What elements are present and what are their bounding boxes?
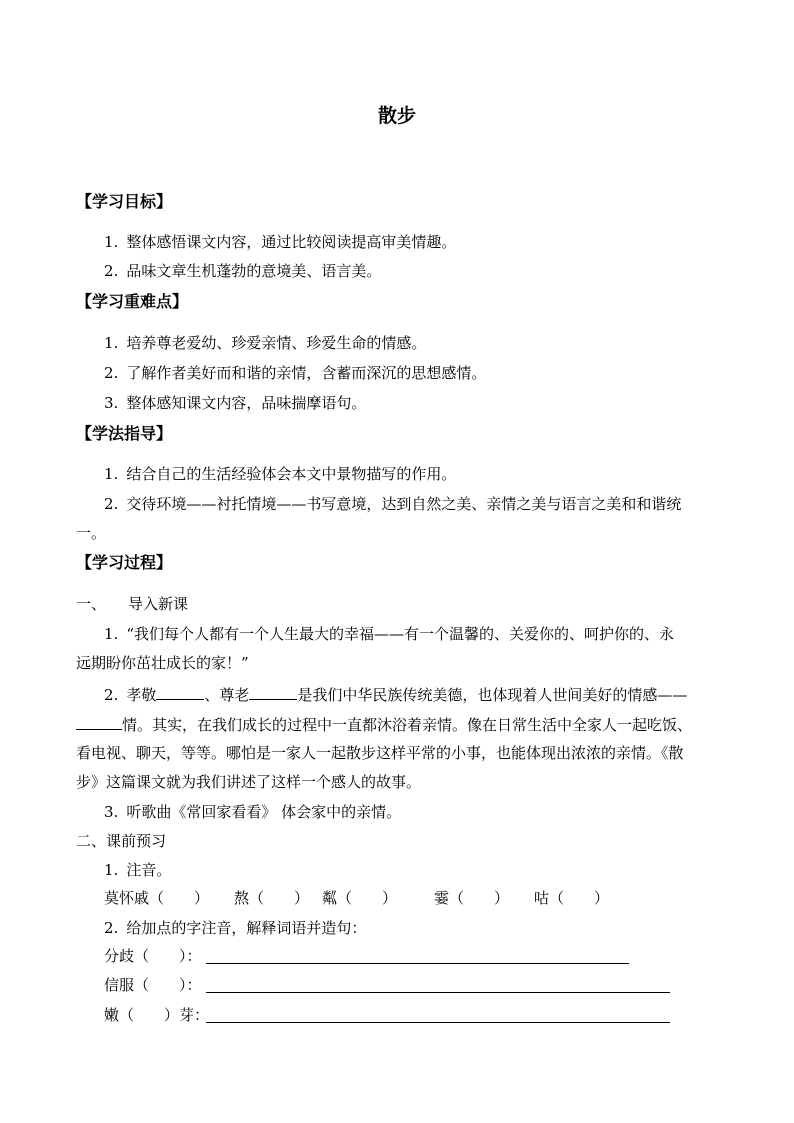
item-text: 结合自己的生活经验体会本文中景物描写的作用。: [126, 465, 457, 483]
item-text: 了解作者美好而和谐的亲情，含蓄而深沉的思想感情。: [126, 364, 487, 382]
item-text: 整体感悟课文内容，通过比较阅读提高审美情趣。: [126, 233, 457, 251]
item-number: 3.: [104, 803, 119, 821]
section-heading-method: 【学法指导】: [76, 424, 173, 443]
pinyin-item[interactable]: 粼（ ）: [322, 889, 398, 907]
list-item: [104, 333, 426, 353]
pinyin-item[interactable]: 莫怀戚（ ）: [104, 889, 210, 907]
section-heading-keypoints: 【学习重难点】: [76, 292, 189, 311]
part-heading: 二、课前预习: [76, 832, 167, 850]
section-heading-process: 【学习过程】: [76, 553, 173, 572]
item-number: 1.: [104, 334, 119, 352]
item-number: 2.: [104, 495, 119, 513]
fill-blank[interactable]: [156, 683, 204, 700]
word-label: 嫩（ ）芽：: [104, 1006, 210, 1024]
list-item: [104, 261, 381, 281]
pinyin-item[interactable]: 熬（ ）: [234, 889, 310, 907]
item-number: 2.: [104, 364, 119, 382]
fill-blank[interactable]: [249, 683, 297, 700]
item-number: 1.: [104, 861, 119, 879]
part-title: 导入新课: [128, 595, 189, 613]
item-number: 2.: [104, 919, 119, 937]
item-continuation: 远期盼你茁壮成长的家！”: [76, 654, 249, 672]
part-label: 一、: [76, 595, 107, 613]
pinyin-item[interactable]: 咕（ ）: [534, 889, 610, 907]
list-item: [104, 232, 456, 252]
section-heading-goals: 【学习目标】: [76, 192, 173, 211]
word-label: 分歧（ ）：: [104, 947, 202, 965]
item-text: 孝敬: [126, 686, 157, 704]
list-item: [104, 624, 674, 644]
list-item: [104, 802, 401, 822]
item-number: 2.: [104, 686, 119, 704]
answer-line[interactable]: [206, 1022, 670, 1023]
item-text: 培养尊老爱幼、珍爱亲情、珍爱生命的情感。: [126, 334, 427, 352]
item-text: 交待环境——衬托情境——书写意境，达到自然之美、亲情之美与语言之美和和谐统: [126, 495, 682, 513]
list-item: [104, 918, 366, 938]
item-number: 3.: [104, 394, 119, 412]
fill-blank[interactable]: [76, 713, 122, 730]
answer-line[interactable]: [206, 992, 670, 993]
item-continuation: 步》这篇课文就为我们讲述了这样一个感人的故事。: [76, 773, 422, 791]
list-item: [104, 683, 687, 705]
pinyin-item[interactable]: 霎（ ）: [434, 889, 510, 907]
page-title: 散步: [377, 105, 416, 127]
item-text: 给加点的字注音，解释词语并造句：: [126, 919, 367, 937]
item-text: 品味文章生机蓬勃的意境美、语言美。: [126, 262, 382, 280]
item-text: 整体感知课文内容，品味揣摩语句。: [126, 394, 367, 412]
item-text: 听歌曲《常回家看看》 体会家中的亲情。: [126, 803, 402, 821]
item-text: “我们每个人都有一个人生最大的幸福——有一个温馨的、关爱你的、呵护你的、永: [126, 625, 674, 643]
item-text: 情。其实，在我们成长的过程中一直都沐浴着亲情。像在日常生活中全家人一起吃饭、: [122, 716, 693, 734]
list-item: [104, 494, 681, 514]
item-number: 1.: [104, 625, 119, 643]
item-text: 是我们中华民族传统美德，也体现着人世间美好的情感——: [297, 686, 688, 704]
item-continuation: 看电视、聊天，等等。哪怕是一家人一起散步这样平常的小事，也能体现出浓浓的亲情。《散: [76, 744, 684, 762]
list-item: [104, 464, 456, 484]
answer-line[interactable]: [206, 963, 629, 964]
item-text: 注音。: [126, 861, 172, 879]
word-label: 信服（ ）：: [104, 976, 202, 994]
item-text: 、尊老: [204, 686, 250, 704]
list-item: [104, 860, 171, 880]
item-continuation: 一。: [76, 524, 107, 542]
item-number: 1.: [104, 465, 119, 483]
part-heading: [76, 594, 188, 614]
item-number: 1.: [104, 233, 119, 251]
list-item: [104, 393, 366, 413]
item-number: 2.: [104, 262, 119, 280]
list-item: [104, 363, 486, 383]
item-continuation: [76, 713, 692, 735]
